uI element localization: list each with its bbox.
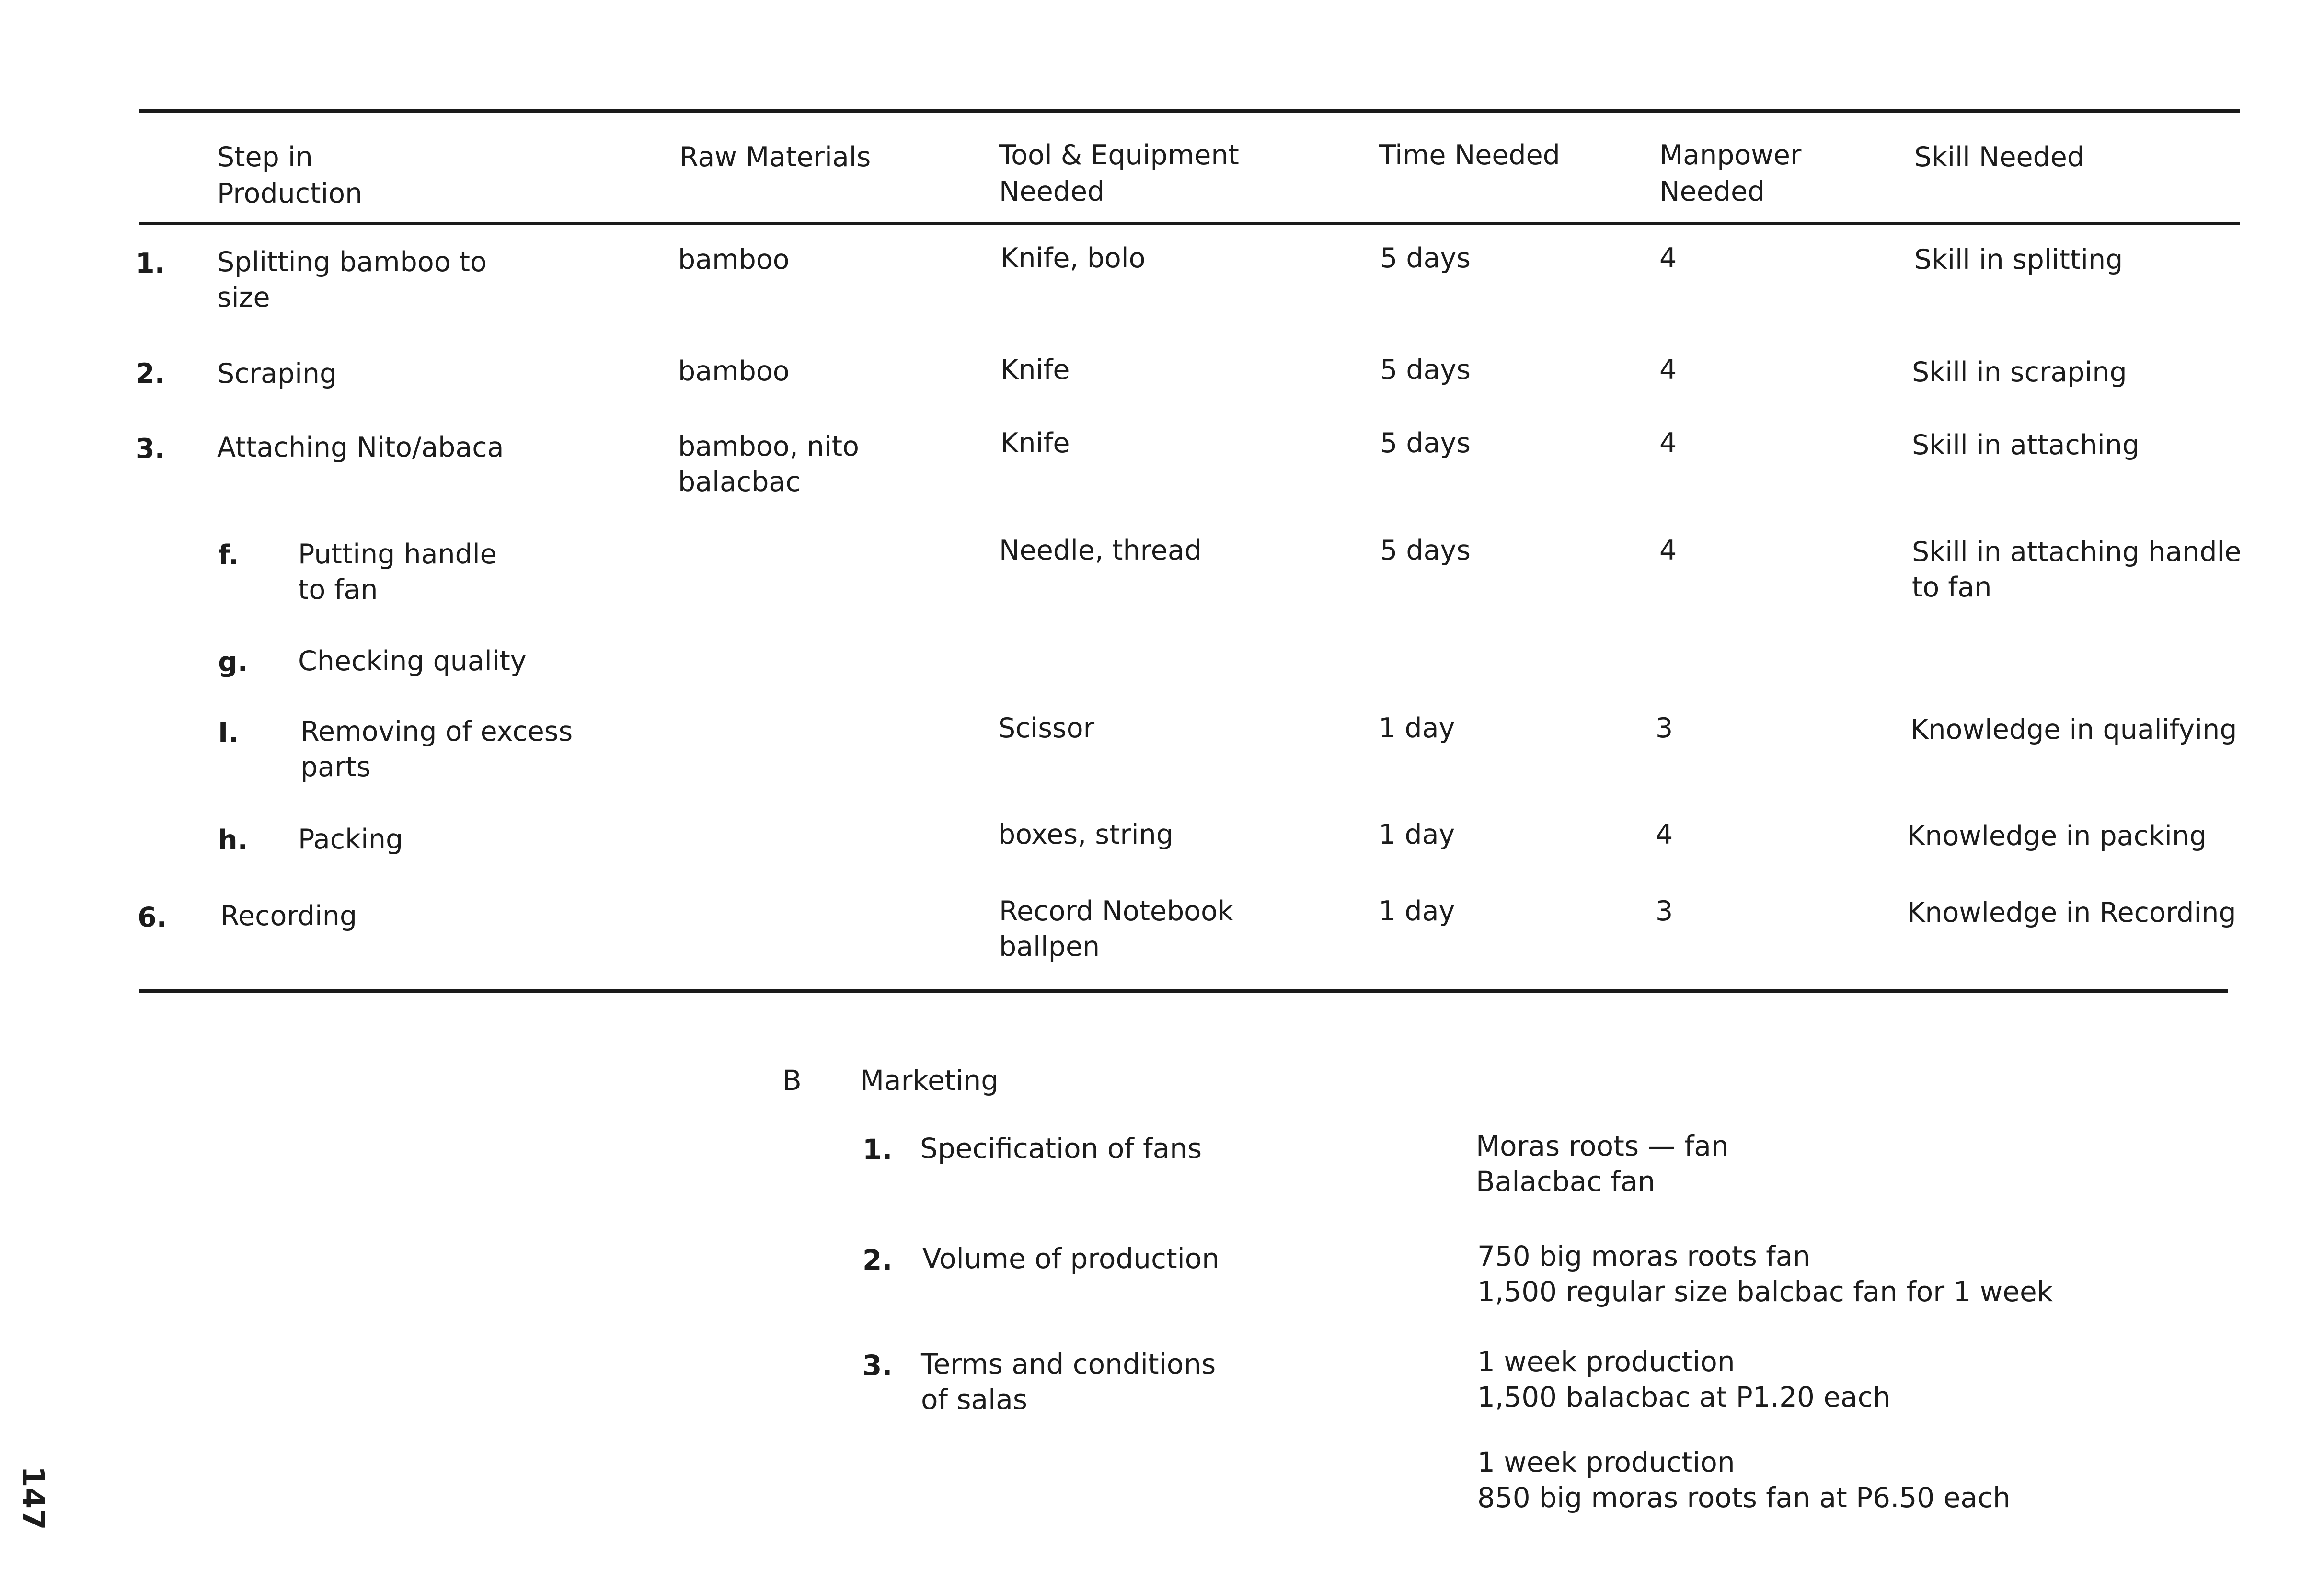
table-bottom-rule	[139, 989, 2228, 993]
marketing-item-value: Moras roots — fan Balacbac fan	[1476, 1130, 1729, 1198]
row-tool: Knife, bolo	[1001, 242, 1146, 274]
row-tool: Knife	[1001, 354, 1070, 386]
header-skill-needed: Skill Needed	[1914, 141, 2085, 173]
row-time: 1 day	[1379, 819, 1455, 850]
marketing-item-number: 3.	[863, 1349, 893, 1382]
row-manpower: 4	[1659, 535, 1677, 566]
header-raw-materials: Raw Materials	[679, 141, 871, 173]
row-tool: Needle, thread	[999, 535, 1202, 566]
row-manpower: 3	[1656, 712, 1673, 744]
row-skill: Skill in attaching	[1912, 429, 2140, 461]
row-time: 1 day	[1379, 895, 1455, 927]
row-step: Attaching Nito/abaca	[217, 432, 504, 463]
row-skill: Knowledge in qualifying	[1910, 714, 2237, 745]
table-header-rule	[139, 222, 2240, 225]
row-raw: bamboo, nito balacbac	[678, 431, 859, 498]
marketing-item-value: 750 big moras roots fan 1,500 regular size balcbac fan for 1 week	[1477, 1240, 2053, 1308]
table-top-rule	[139, 109, 2240, 113]
row-sub-letter: f.	[218, 539, 239, 571]
row-number: 1.	[136, 248, 165, 279]
row-number: 2.	[136, 358, 165, 390]
marketing-item-label: Terms and conditions of salas	[921, 1348, 1216, 1416]
header-step: Step in Production	[217, 141, 363, 209]
marketing-item-number: 2.	[863, 1244, 893, 1276]
header-tool-equipment: Tool & Equipment Needed	[999, 139, 1239, 207]
row-sub-letter: h.	[218, 825, 248, 856]
row-step: Scraping	[217, 358, 337, 390]
row-time: 5 days	[1380, 242, 1471, 274]
row-tool: Knife	[1001, 427, 1070, 459]
marketing-item-value: 1 week production 850 big moras roots fan at P6.50 each	[1477, 1446, 2011, 1514]
row-manpower: 4	[1659, 242, 1677, 274]
row-step: Checking quality	[298, 645, 527, 677]
row-number: 3.	[136, 433, 165, 465]
row-skill: Skill in scraping	[1912, 356, 2127, 388]
row-raw: bamboo	[678, 244, 790, 275]
row-raw: bamboo	[678, 355, 790, 387]
row-sub-letter: g.	[218, 646, 248, 678]
row-skill: Skill in splitting	[1914, 244, 2123, 275]
row-step: Putting handle to fan	[298, 538, 497, 606]
section-letter: B	[782, 1064, 802, 1097]
header-manpower: Manpower Needed	[1659, 139, 1802, 207]
row-skill: Knowledge in Recording	[1907, 897, 2236, 928]
row-time: 5 days	[1380, 535, 1471, 566]
row-time: 5 days	[1380, 354, 1471, 386]
row-number: 6.	[138, 902, 167, 933]
marketing-item-value: 1 week production 1,500 balacbac at P1.20 each	[1477, 1345, 1891, 1413]
row-step: Recording	[220, 900, 357, 932]
marketing-item-label: Specification of fans	[920, 1132, 1202, 1165]
page-number: 147	[15, 1466, 50, 1530]
row-step: Packing	[298, 824, 403, 855]
row-step: Splitting bamboo to size	[217, 246, 487, 313]
section-title: Marketing	[860, 1064, 999, 1097]
marketing-item-number: 1.	[863, 1133, 893, 1166]
row-manpower: 4	[1656, 819, 1673, 850]
marketing-item-label: Volume of production	[922, 1242, 1220, 1275]
row-manpower: 3	[1656, 895, 1673, 927]
row-manpower: 4	[1659, 354, 1677, 386]
row-tool: boxes, string	[998, 819, 1174, 850]
row-step: Removing of excess parts	[300, 716, 573, 783]
row-skill: Knowledge in packing	[1907, 820, 2207, 852]
row-manpower: 4	[1659, 427, 1677, 459]
header-time-needed: Time Needed	[1379, 139, 1560, 171]
row-skill: Skill in attaching handle to fan	[1912, 536, 2242, 603]
row-sub-letter: I.	[218, 717, 239, 749]
row-time: 5 days	[1380, 427, 1471, 459]
row-time: 1 day	[1379, 712, 1455, 744]
row-tool: Scissor	[998, 712, 1095, 744]
row-tool: Record Notebook ballpen	[999, 895, 1233, 962]
